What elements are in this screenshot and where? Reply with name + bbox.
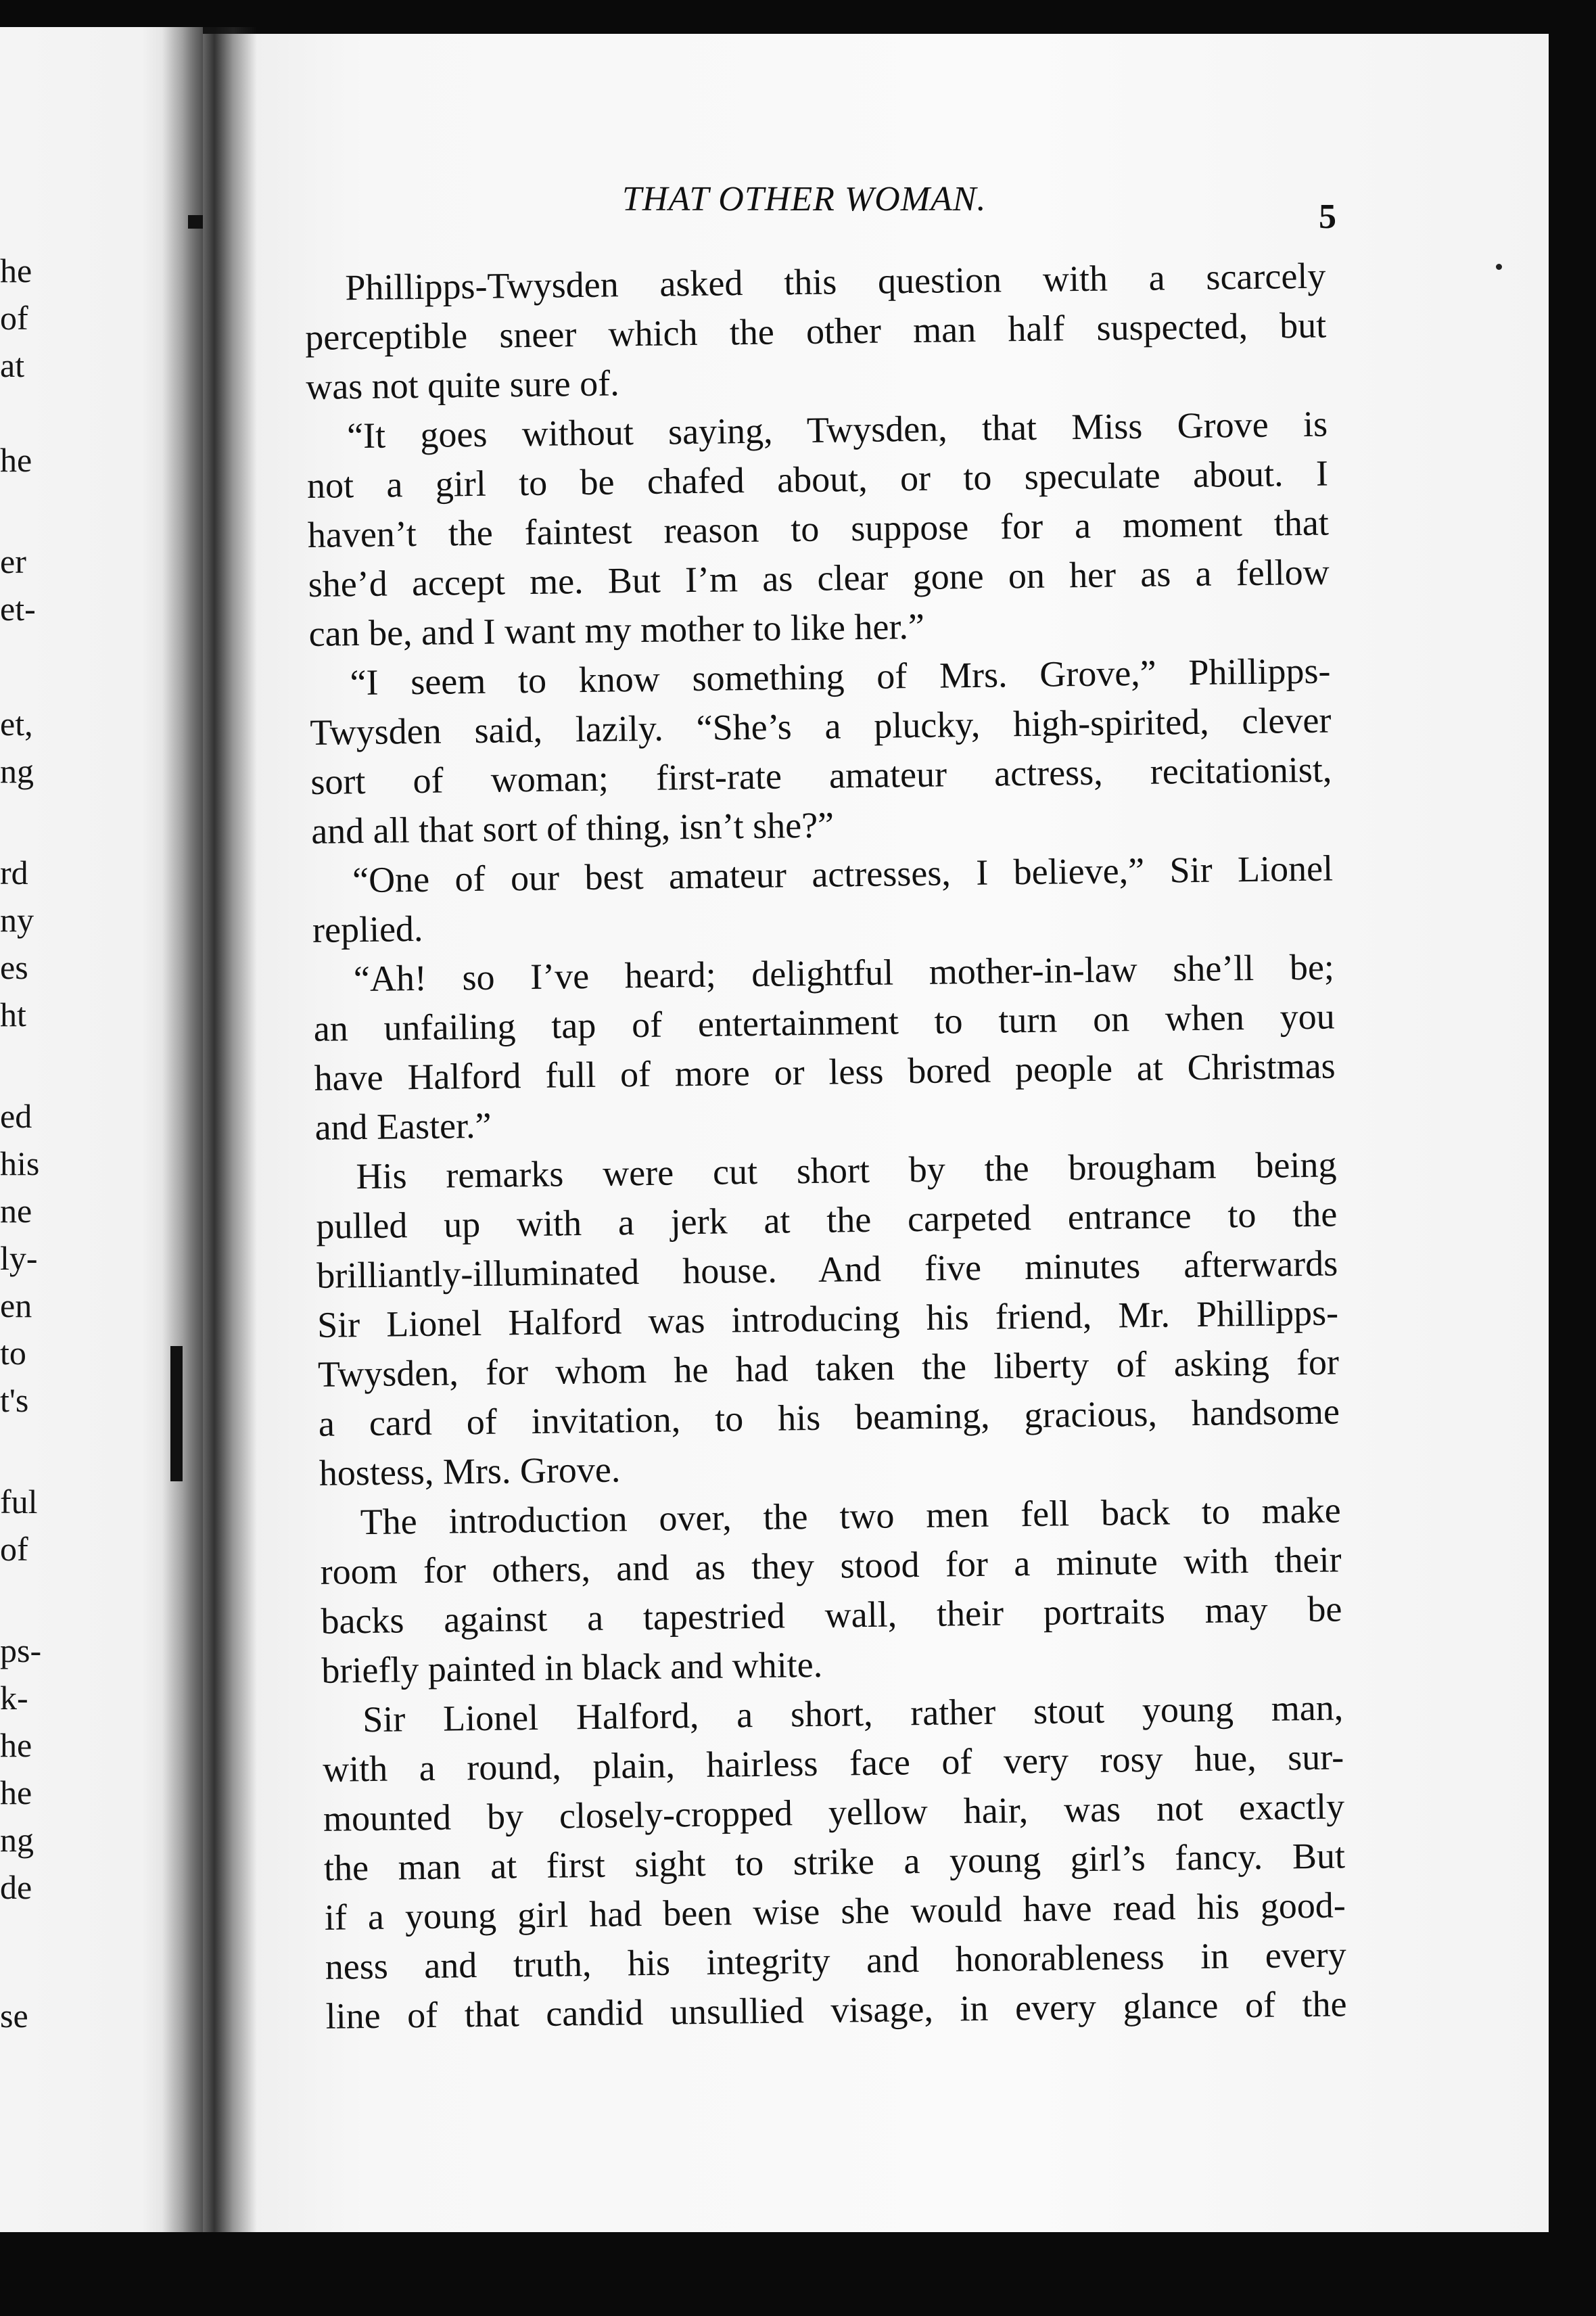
scan-bottom-edge bbox=[0, 2232, 1596, 2316]
text-line: have Halford full of more or less bored people at Christmas bbox=[314, 1045, 1336, 1098]
text-line: briefly painted in black and white. bbox=[321, 1644, 823, 1691]
line-fragment: of bbox=[0, 1530, 28, 1568]
text-line: “It goes without saying, Twysden, that Miss Grove is bbox=[346, 403, 1328, 457]
line-fragment: of bbox=[0, 299, 28, 337]
line-fragment: ng bbox=[0, 1821, 34, 1859]
text-line: “I seem to know something of Mrs. Grove,” Phillipps- bbox=[350, 650, 1331, 703]
page-header bbox=[203, 176, 1549, 236]
text-line: she’d accept me. But I’m as clear gone on her as a fellow bbox=[308, 551, 1330, 605]
page-number: 5 bbox=[1319, 198, 1336, 236]
text-line: ness and truth, his integrity and honorableness in every bbox=[325, 1934, 1347, 1987]
text-line: and Easter.” bbox=[314, 1105, 492, 1148]
text-line: and all that sort of thing, isn’t she?” bbox=[310, 804, 835, 852]
text-line: Twysden said, lazily. “She’s a plucky, high-spirited, clever bbox=[310, 699, 1332, 753]
line-fragment: rd bbox=[0, 854, 28, 891]
text-line: not a girl to be chafed about, or to speculate about. I bbox=[306, 453, 1329, 506]
scan-speck bbox=[1496, 264, 1502, 270]
text-line: mounted by closely-cropped yellow hair, was not exactly bbox=[323, 1786, 1345, 1839]
binding-mark bbox=[188, 215, 203, 229]
text-line: an unfailing tap of entertainment to turn on when you bbox=[313, 996, 1336, 1049]
line-fragment: he bbox=[0, 441, 32, 479]
binding-gutter-shadow bbox=[162, 27, 257, 2259]
text-line: brilliantly-illuminated house. And five minutes afterwards bbox=[316, 1243, 1338, 1296]
line-fragment: ful bbox=[0, 1483, 38, 1521]
line-fragment: et- bbox=[0, 590, 36, 628]
line-fragment: at bbox=[0, 346, 25, 384]
text-line: with a round, plain, hairless face of very rosy hue, sur- bbox=[322, 1736, 1344, 1790]
text-line: room for others, and as they stood for a minute with their bbox=[320, 1539, 1342, 1592]
line-fragment: de bbox=[0, 1868, 32, 1906]
line-fragment: ly- bbox=[0, 1239, 38, 1277]
text-line: line of that candid unsullied visage, in every glance of the bbox=[325, 1983, 1347, 2037]
line-fragment: his bbox=[0, 1144, 40, 1182]
book-page bbox=[203, 34, 1549, 2266]
line-fragment: t's bbox=[0, 1381, 29, 1419]
text-line: replied. bbox=[312, 908, 423, 950]
line-fragment: ht bbox=[0, 996, 26, 1034]
line-fragment: ed bbox=[0, 1097, 32, 1135]
text-line: Sir Lionel Halford was introducing his friend, Mr. Phillipps- bbox=[316, 1292, 1339, 1345]
text-line: The introduction over, the two men fell back to make bbox=[360, 1489, 1341, 1543]
text-line: hostess, Mrs. Grove. bbox=[319, 1449, 621, 1493]
line-fragment: ng bbox=[0, 752, 34, 790]
line-fragment: es bbox=[0, 948, 28, 986]
text-line: “Ah! so I’ve heard; delightful mother-in-law she’ll be; bbox=[353, 946, 1335, 1000]
text-line: pulled up with a jerk at the carpeted entrance to the bbox=[316, 1193, 1338, 1247]
binding-mark bbox=[170, 1346, 183, 1481]
line-fragment: ny bbox=[0, 901, 34, 939]
text-line: if a young girl had been wise she would have read his good- bbox=[324, 1884, 1346, 1938]
text-line: a card of invitation, to his beaming, gracious, handsome bbox=[318, 1391, 1340, 1444]
text-line: the man at first sight to strike a young girl’s fancy. But bbox=[323, 1835, 1346, 1889]
line-fragment: to bbox=[0, 1334, 26, 1372]
text-line: haven’t the faintest reason to suppose for a moment that bbox=[307, 502, 1330, 555]
text-line: was not quite sure of. bbox=[305, 363, 619, 407]
body-text bbox=[304, 252, 1347, 2041]
line-fragment: et, bbox=[0, 705, 33, 743]
line-fragment: er bbox=[0, 542, 26, 580]
text-line: perceptible sneer which the other man half suspected, but bbox=[304, 304, 1327, 358]
text-line: Sir Lionel Halford, a short, rather stout young man, bbox=[362, 1687, 1344, 1740]
text-line: sort of woman; first-rate amateur actress, recitationist, bbox=[310, 749, 1332, 802]
line-fragment: se bbox=[0, 1997, 28, 2035]
line-fragment: k- bbox=[0, 1679, 28, 1717]
line-fragment: he bbox=[0, 1774, 32, 1811]
line-fragment: he bbox=[0, 252, 32, 290]
line-fragment: he bbox=[0, 1726, 32, 1764]
text-line: His remarks were cut short by the brougham being bbox=[356, 1144, 1337, 1197]
text-line: can be, and I want my mother to like her.” bbox=[308, 605, 925, 654]
running-title: THAT OTHER WOMAN. bbox=[622, 180, 987, 218]
text-line: backs against a tapestried wall, their portraits may be bbox=[321, 1588, 1342, 1642]
text-line: Phillipps-Twysden asked this question with a scarcely bbox=[345, 255, 1326, 308]
text-line: Twysden, for whom he had taken the liberty of asking for bbox=[317, 1341, 1340, 1395]
line-fragment: en bbox=[0, 1287, 32, 1324]
text-line: “One of our best amateur actresses, I believe,” Sir Lionel bbox=[352, 848, 1334, 901]
line-fragment: ne bbox=[0, 1192, 32, 1230]
line-fragment: ps- bbox=[0, 1631, 42, 1669]
